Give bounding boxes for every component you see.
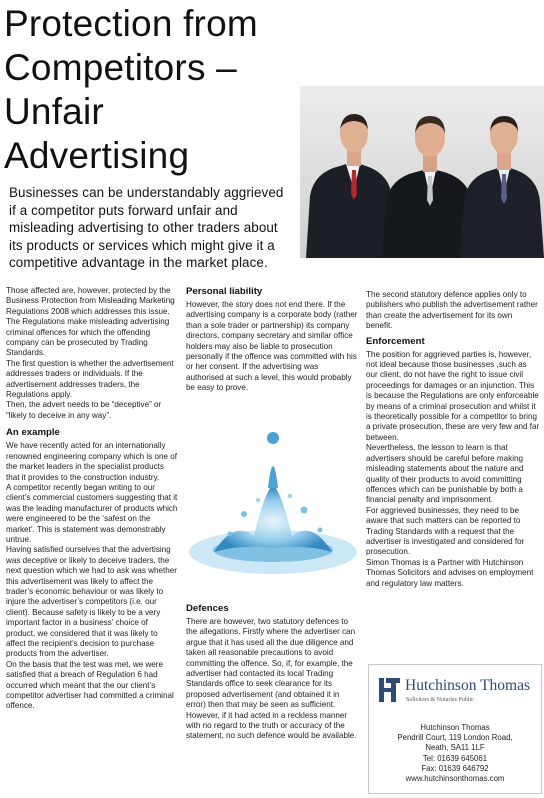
water-splash-image: [184, 424, 362, 589]
firm-address: [369, 723, 541, 784]
body-paragraph: Simon Thomas is a Partner with Hutchinson Thomas Solicitors and advises on employment and regulatory law matters.: [366, 557, 534, 588]
website-link[interactable]: www.hutchinsonthomas.com: [405, 774, 505, 784]
title-line-1: Protection from: [4, 3, 258, 44]
column-1: [6, 286, 178, 712]
body-paragraph: We have recently acted for an internationally renowned engineering company which is one of the market leaders in the specialist products that it provides to the construction industry.: [6, 441, 177, 482]
body-paragraph: The first question is whether the advertisement addresses traders or individuals. If the advertisement addresses traders, the Regulations apply.: [6, 358, 174, 400]
firm-logo-icon: [379, 678, 400, 702]
body-paragraph: Those affected are, however, protected by the Business Protection from Misleading Marketing Regulations 2008 which addresses this issue.: [6, 286, 175, 316]
address-line: Pendrill Court, 119 London Road,: [397, 733, 513, 743]
firm-logo-subtitle: Solicitors & Notaries Public: [406, 697, 474, 703]
body-paragraph: For aggrieved businesses, they need to be aware that such matters can be reported to Trading Standards with a request that the advertiser is investigated and considered for prosecution.: [366, 505, 525, 557]
body-paragraph: Then, the advert needs to be “deceptive” or “likely to deceive in any way”.: [6, 400, 162, 420]
title-line-2: Competitors – Unfair: [4, 47, 237, 132]
firm-logo-name: Hutchinson Thomas: [405, 677, 530, 694]
body-paragraph: The Regulations make misleading advertising criminal offences for which the offending company can be prosecuted by Trading Standards.: [6, 317, 170, 358]
body-paragraph: The position for aggrieved parties is, however, not ideal because those businesses ,such as our client, do not have the right to issue civil proceedings for damages or an injunction. This is because the Regulations are only enforceable by means of a criminal prosecution and whilst it is theoretically possible for a competitor to bring a private prosecution, these are very few and far between.: [366, 349, 540, 442]
defences-heading: Defences: [186, 603, 229, 614]
column-2-top: [186, 286, 358, 394]
water-splash-graphic: [184, 424, 362, 589]
title-line-3: Advertising: [4, 135, 190, 176]
address-line: Hutchinson Thomas: [420, 723, 490, 732]
team-photo: [300, 86, 544, 258]
firm-contact-box: [368, 664, 542, 794]
body-paragraph: There are however, two statutory defences to the allegations. Firstly where the advertiser can argue that it has used all the due diligence and taken all reasonable precautions to avoid committing the offence. So, if, for example, the advertiser had contacted its local Trading Standards office to seek clearance for its proposed advertisement (and obtained it in error) then that may be seen as sufficient. However, if it had acted in a reckless manner with no regard to the truth or accuracy of the statement, no such defence would be available.: [186, 617, 357, 741]
column-3: [366, 290, 540, 589]
page-title: [4, 2, 334, 178]
body-paragraph: On the basis that the test was met, we were satisfied that a breach of Regulation 6 had occurred which meant that the our client’s competitor advertiser had committed a criminal offence.: [6, 659, 174, 711]
example-heading: An example: [6, 427, 60, 439]
body-paragraph: Nevertheless, the lesson to learn is that advertisers should be careful before making misleading statements about the nature and quality of their products to avoid committing offences which can be punishable by both a financial penalty and imprisonment.: [366, 443, 524, 505]
column-2-bottom: [186, 603, 358, 742]
intro-paragraph: Businesses can be understandably aggrieved if a competitor puts forward unfair and misleading advertising to other traders about its products or services which might give it a competitive advantage in the market place.: [9, 185, 284, 270]
address-line: Fax: 01639 646792: [421, 763, 489, 773]
body-paragraph: Having satisfied ourselves that the advertising was deceptive or likely to deceive traders, the next question which we had to ask was whether this advertisement was likely to affect the trader’s economic behaviour or was likely to injure the advertiser’s competitors (i.e. our client). Because safety is likely to be a very important factor in a business’ choice of product, we considered that it was likely to affect the recipient’s decision to purchase products from the advertiser.: [6, 545, 177, 659]
address-line: Tel: 01639 645061: [422, 753, 488, 763]
team-photo-image: [300, 86, 544, 258]
enforcement-heading: Enforcement: [366, 335, 425, 347]
body-paragraph: The second statutory defence applies only to publishers who publish the advertisement rather than create the advertisement for its own benefit.: [366, 290, 538, 331]
address-line: Neath, SA11 1LF: [425, 743, 485, 753]
body-paragraph: However, the story does not end there. If the advertising company is a corporate body (rather than a sole trader or partnership) its company directors, company secretary and similar office holders may also be liable to prosecution personally if the offence was committed with his or her consent. If the advertising was authorised at such a level, this would probably be easy to prove.: [186, 300, 358, 393]
body-paragraph: A competitor recently began writing to our client’s commercial customers suggesting that it was the leading manufacturer of products which were engineered to be the ‘safest on the market’. This is statement was demonstrably untrue.: [6, 482, 178, 544]
personal-liability-heading: Personal liability: [186, 286, 263, 297]
